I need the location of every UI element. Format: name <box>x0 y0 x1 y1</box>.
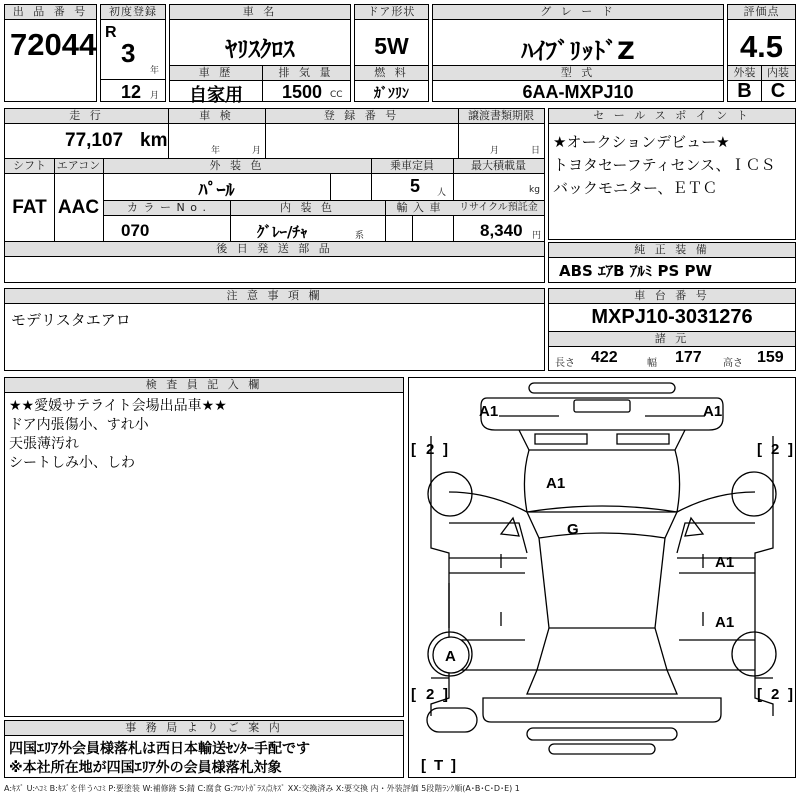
interior-label: 内装 <box>761 66 795 81</box>
mileage: 77,107 <box>65 130 124 151</box>
damage-mark: A1 <box>715 614 735 631</box>
damage-mark: A1 <box>715 554 735 571</box>
tire-tread-left-front: 2 <box>426 441 435 458</box>
reg-year: 3 <box>121 38 136 68</box>
sales-points-label: セ ー ル ス ポ イ ン ト <box>549 109 795 124</box>
sales-points-box <box>548 108 796 240</box>
car-name-box <box>169 4 351 106</box>
car-diagram <box>409 378 795 777</box>
era: R <box>105 24 117 41</box>
divider <box>458 109 459 158</box>
fuel-label: 燃 料 <box>355 66 428 81</box>
exterior-grade: B <box>737 80 752 102</box>
later-parts-label: 後 日 発 送 部 品 <box>5 242 544 257</box>
car-name: ﾔﾘｽｸﾛｽ <box>225 37 295 63</box>
aircon: AAC <box>57 197 100 218</box>
damage-mark: A1 <box>546 475 566 492</box>
inspection-label: 車 検 <box>168 109 265 124</box>
recycle-fee-unit: 円 <box>532 231 542 241</box>
exterior-color: ﾊﾟｰﾙ <box>198 180 235 201</box>
divider <box>371 159 372 200</box>
mileage-label: 走 行 <box>5 109 168 124</box>
interior-color-label: 内 装 色 <box>230 201 385 216</box>
damage-mark: A1 <box>479 403 499 420</box>
divider <box>330 173 331 200</box>
tire-bracket: ] <box>443 441 448 458</box>
history: 自家用 <box>189 85 243 106</box>
inspector-label: 検 査 員 記 入 欄 <box>5 378 403 393</box>
aircon-label: エアコン <box>54 159 103 174</box>
height-label: 高さ <box>723 358 743 369</box>
exterior-label: 外装 <box>728 66 761 81</box>
registration-number-label: 登 録 番 号 <box>265 109 458 124</box>
office-line: 四国ｴﾘｱ外会員様落札は西日本輸送ｾﾝﾀｰ手配です <box>9 741 310 757</box>
divider <box>230 201 231 241</box>
equipment-label: 純 正 装 備 <box>549 243 795 258</box>
transfer-month-unit: 月 <box>490 146 500 156</box>
office-box <box>4 720 404 778</box>
capacity: 5 <box>410 176 421 196</box>
chassis-box <box>548 288 796 371</box>
tire-bracket: [ <box>757 686 762 703</box>
spec-grid <box>4 108 545 283</box>
divider <box>265 109 266 158</box>
equipment-box <box>548 242 796 283</box>
damage-mark: G <box>567 521 579 538</box>
grade: ﾊｲﾌﾞﾘｯﾄﾞZ <box>521 37 635 65</box>
tire-bracket: ] <box>788 686 793 703</box>
tire-bracket: [ <box>411 686 416 703</box>
month-unit: 月 <box>150 91 160 101</box>
office-line: ※本社所在地が四国ｴﾘｱ外の会員様落札対象 <box>9 760 282 776</box>
inspection-year-unit: 年 <box>211 146 221 156</box>
tire-bracket: ] <box>788 441 793 458</box>
length-label: 長さ <box>555 358 575 369</box>
tire-bracket: [ <box>421 757 426 774</box>
color-number: 070 <box>121 221 150 240</box>
equipment-list: ABS ｴｱB ｱﾙﾐ PS PW <box>559 262 713 280</box>
sales-point-line: トヨタセーフティセンス、ＩＣＳ <box>553 156 776 174</box>
inspector-line: シートしみ小、しわ <box>9 455 135 471</box>
model-label: 型 式 <box>433 66 723 81</box>
max-load-unit: kg <box>529 185 540 195</box>
divider <box>168 109 169 158</box>
car-name-label: 車 名 <box>170 5 350 20</box>
dimensions-label: 諸 元 <box>549 332 795 347</box>
first-registration-label: 初度登録 <box>101 5 165 20</box>
shift: FAT <box>12 197 47 218</box>
width-label: 幅 <box>647 358 657 369</box>
first-registration-box <box>100 4 166 102</box>
fuel: ｶﾞｿﾘﾝ <box>374 86 409 102</box>
legend: A:ｷｽﾞ U:ﾍｺﾐ B:ｷｽﾞを伴うﾍｺﾐ P:要塗装 W:補修跡 S:錆 C:腐食 G:ﾌﾛﾝﾄｶﾞﾗｽ点ｷｽﾞ XX:交換済み X:要交換 内・外装評価 5段階ﾗﾝｸ順(A･B･C･D･E) 1 <box>4 784 520 793</box>
notes-box <box>4 288 545 371</box>
tire-bracket: ] <box>443 686 448 703</box>
displacement: 1500 <box>282 82 323 102</box>
sales-point-line: ★オークションデビュー★ <box>553 133 730 151</box>
displacement-label: 排 気 量 <box>262 66 350 81</box>
tire-tread-right-front: 2 <box>771 441 780 458</box>
sales-point-line: バックモニター、ＥＴＣ <box>553 179 718 197</box>
inspector-box <box>4 377 404 717</box>
damage-mark: A1 <box>703 403 723 420</box>
import-label: 輸 入 車 <box>385 201 453 216</box>
tire-bracket: [ <box>757 441 762 458</box>
lot-number-label: 出 品 番 号 <box>5 5 96 20</box>
divider <box>262 66 263 101</box>
interior-grade: C <box>770 80 786 102</box>
displacement-unit: CC <box>330 90 343 100</box>
recycle-fee-label: リサイクル預託金 <box>453 201 544 216</box>
max-load-label: 最大積載量 <box>453 159 544 174</box>
door-label: ドア形状 <box>355 5 428 20</box>
inspector-line: ドア内張傷小、すれ小 <box>9 417 149 433</box>
inspector-line: 天張薄汚れ <box>9 436 79 452</box>
damage-mark: A <box>445 648 456 665</box>
notes-text: モデリスタエアロ <box>11 311 131 329</box>
exterior-color-label: 外 装 色 <box>103 159 371 174</box>
year-unit: 年 <box>150 66 160 76</box>
transfer-day-unit: 日 <box>531 146 541 156</box>
transfer-deadline-label: 譲渡書類期限 <box>458 109 544 124</box>
grade-box <box>432 4 724 102</box>
chassis-label: 車 台 番 号 <box>549 289 795 304</box>
width: 177 <box>675 349 702 366</box>
score: 4.5 <box>739 29 784 64</box>
inspector-line: ★★愛媛サテライト会場出品車★★ <box>9 398 227 414</box>
lot-number-box <box>4 4 97 102</box>
capacity-label: 乗車定員 <box>371 159 453 174</box>
office-label: 事 務 局 よ り ご 案 内 <box>5 721 403 736</box>
door-type: 5W <box>374 33 409 59</box>
tire-tread-left-rear: 2 <box>426 686 435 703</box>
interior-color: ｸﾞﾚｰ/ﾁｬ <box>257 223 308 241</box>
tire-tread-right-rear: 2 <box>771 686 780 703</box>
capacity-unit: 人 <box>437 188 447 198</box>
color-number-label: カ ラ ー N o . <box>104 201 230 216</box>
door-box <box>354 4 429 102</box>
interior-color-unit: 系 <box>355 231 365 241</box>
tire-bracket: ] <box>451 757 456 774</box>
score-label: 評価点 <box>728 5 795 20</box>
divider <box>101 79 165 80</box>
inspection-month-unit: 月 <box>252 146 262 156</box>
grade-label: グ レ ー ド <box>433 5 723 20</box>
score-box <box>727 4 796 102</box>
model-code: 6AA-MXPJ10 <box>522 82 634 102</box>
tire-bracket: [ <box>411 441 416 458</box>
notes-label: 注 意 事 項 欄 <box>5 289 544 304</box>
lot-number: 72044 <box>10 27 97 62</box>
spare-tire-mark: T <box>434 757 444 774</box>
shift-label: シフト <box>5 159 54 174</box>
height: 159 <box>757 349 784 366</box>
mileage-unit: km <box>140 130 168 151</box>
chassis-number: MXPJ10-3031276 <box>591 306 753 328</box>
damage-diagram-box <box>408 377 796 778</box>
length: 422 <box>591 349 618 366</box>
history-label: 車 歴 <box>170 66 262 81</box>
reg-month: 12 <box>121 82 142 102</box>
divider <box>385 201 386 241</box>
recycle-fee: 8,340 <box>480 221 523 240</box>
divider <box>412 215 413 241</box>
